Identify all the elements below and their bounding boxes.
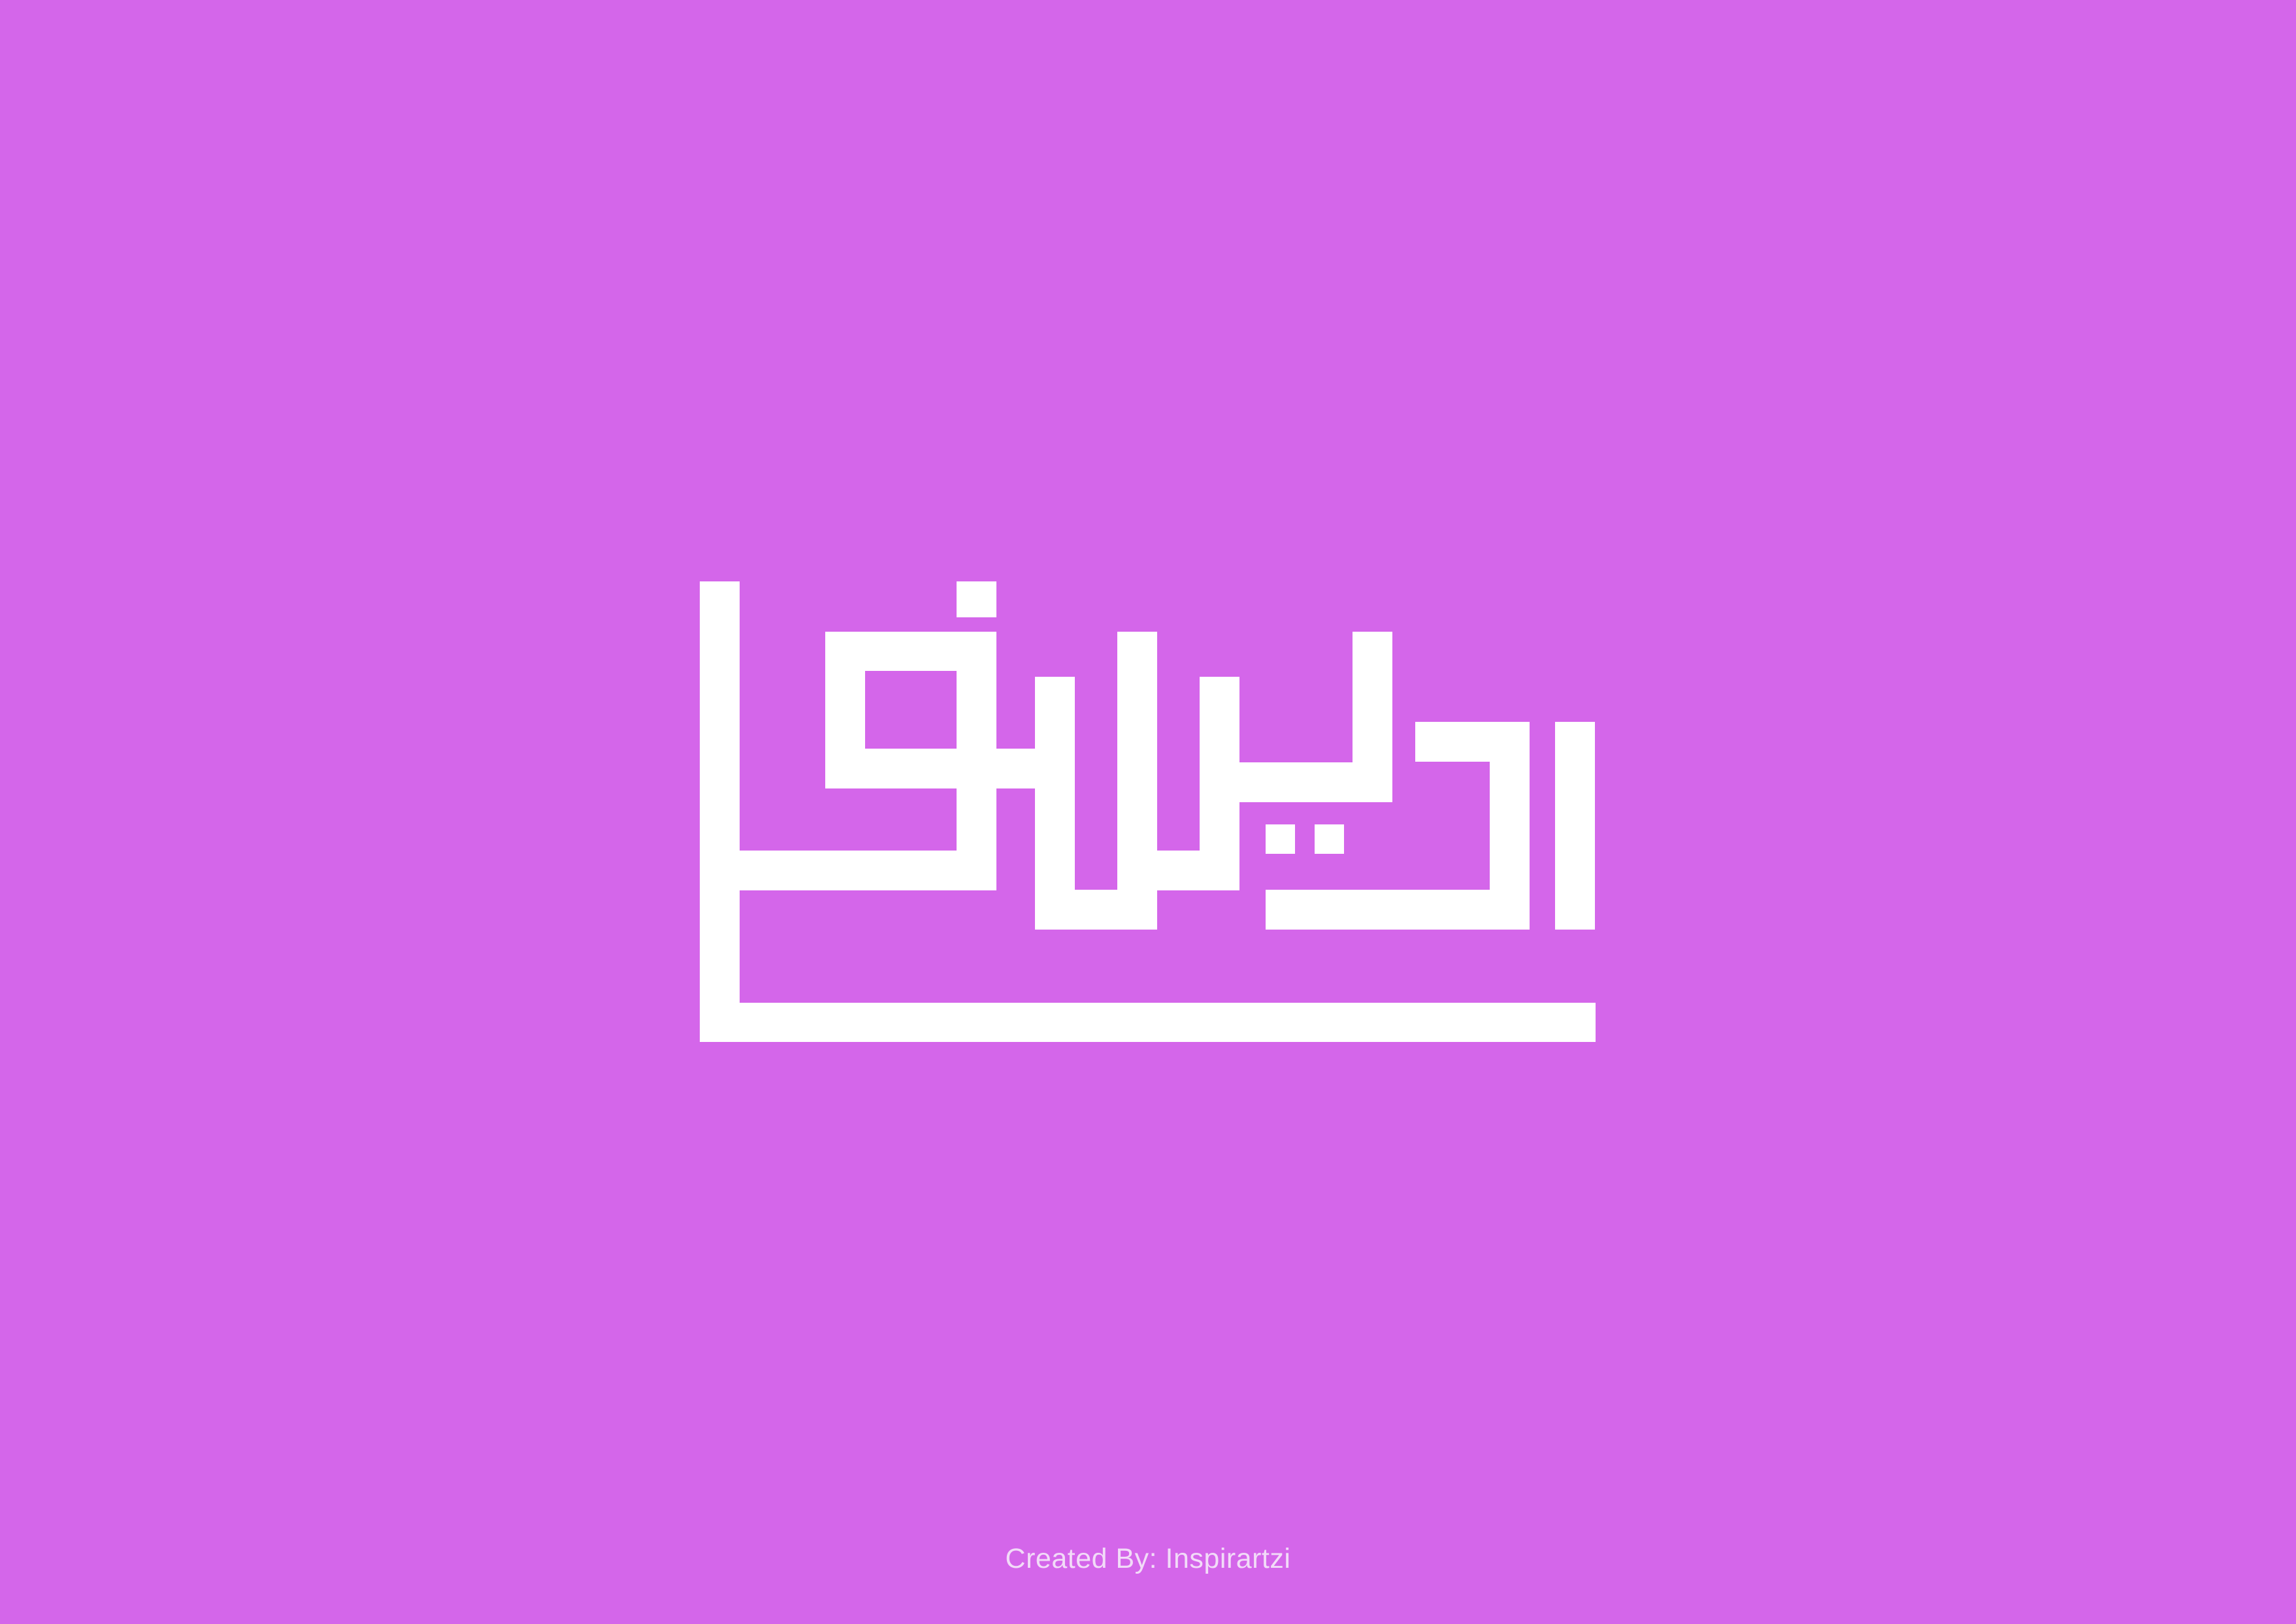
- logo-dot: [957, 581, 996, 617]
- logo-stroke: [957, 632, 996, 890]
- logo-stroke: [700, 1003, 1596, 1042]
- logo-stroke: [1555, 722, 1595, 930]
- logo-dot: [1266, 824, 1295, 854]
- logo-stroke: [1200, 677, 1239, 890]
- credit-text: Created By: Inspirartzi: [1005, 1543, 1291, 1574]
- logo-dot: [1315, 824, 1344, 854]
- logo-stroke: [700, 851, 996, 890]
- logo-stroke: [1353, 632, 1392, 802]
- logo-stroke: [1266, 890, 1530, 930]
- logo-stroke: [700, 581, 740, 1042]
- logo-stroke: [1117, 632, 1157, 930]
